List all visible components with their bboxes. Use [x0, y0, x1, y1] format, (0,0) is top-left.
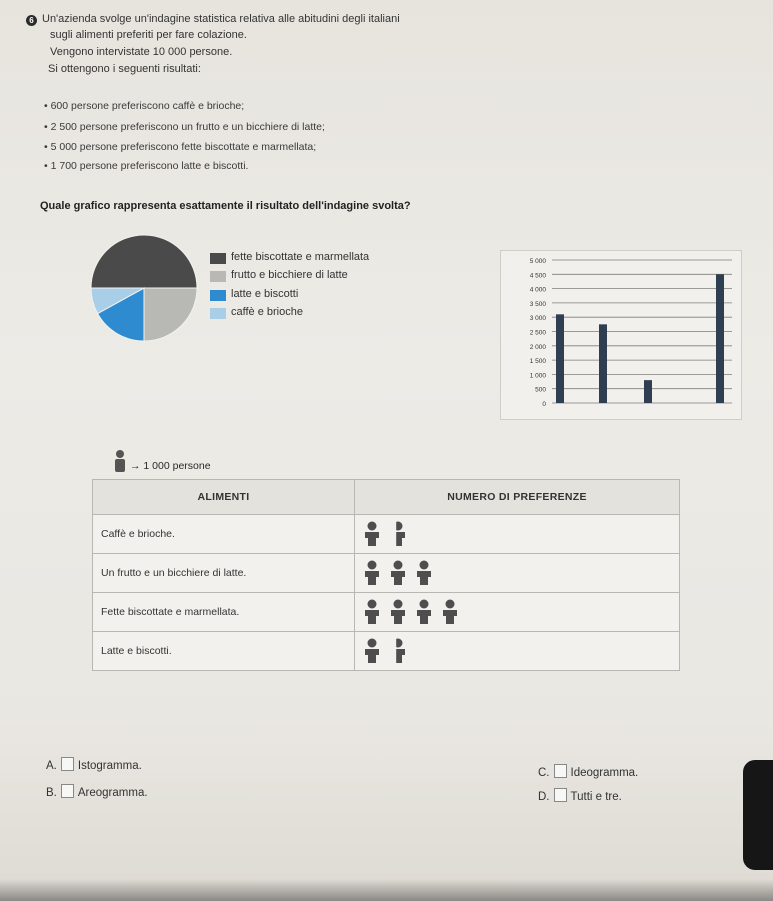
person-icon — [441, 599, 459, 625]
table-row — [93, 515, 680, 554]
option-b-letter: B. — [46, 787, 57, 799]
legend-swatch — [210, 253, 226, 264]
food-cell: Latte e biscotti. — [93, 632, 355, 671]
person-icon — [363, 638, 381, 664]
food-cell: Un frutto e un bicchiere di latte. — [93, 554, 355, 593]
food-cell: Caffè e brioche. — [93, 515, 355, 554]
preference-cell — [355, 632, 680, 671]
option-d-checkbox[interactable] — [554, 788, 567, 802]
intro-line-1: Un'azienda svolge un'indagine statistica relativa alle abitudini degli italiani — [42, 13, 400, 25]
table-row — [93, 554, 680, 593]
y-tick-label: 0 — [542, 401, 546, 408]
option-b[interactable] — [46, 784, 148, 799]
option-d[interactable] — [538, 788, 622, 803]
table-row — [93, 632, 680, 671]
option-a-label: Istogramma. — [77, 760, 142, 772]
bar — [599, 324, 607, 403]
question-text: Quale grafico rappresenta esattamente il risultato dell'indagine svolta? — [40, 200, 411, 212]
bar — [716, 274, 724, 403]
pie-slice — [144, 288, 197, 341]
y-tick-label: 4 500 — [529, 272, 546, 280]
result-item: • 600 persone preferiscono caffè e brioche; — [44, 100, 245, 112]
bar — [556, 314, 564, 403]
exercise-number: 6 — [26, 15, 37, 26]
person-icon — [389, 521, 407, 547]
pie-chart — [88, 232, 200, 344]
option-c-label: Ideogramma. — [570, 767, 639, 779]
preference-cell — [355, 554, 680, 593]
option-c-checkbox[interactable] — [554, 764, 567, 778]
legend-swatch — [210, 271, 226, 282]
legend-label: caffè e brioche — [231, 306, 303, 318]
person-icon — [415, 560, 433, 586]
preference-cell — [355, 593, 680, 632]
intro-line-4: Si ottengono i seguenti risultati: — [48, 63, 201, 75]
legend-swatch — [210, 290, 226, 301]
option-c[interactable] — [538, 764, 638, 779]
option-a-letter: A. — [46, 760, 57, 772]
legend-swatch — [210, 308, 226, 319]
y-tick-label: 500 — [535, 386, 546, 394]
y-tick-label: 3 000 — [529, 315, 546, 323]
legend-label: frutto e bicchiere di latte — [231, 269, 348, 281]
bar-chart — [500, 250, 740, 418]
result-item: • 1 700 persone preferiscono latte e biscotti. — [44, 160, 249, 172]
column-header-food: ALIMENTI — [93, 480, 355, 515]
page-bottom-shadow — [0, 879, 773, 901]
option-d-letter: D. — [538, 791, 550, 803]
person-icon — [112, 449, 128, 473]
result-item: • 5 000 persone preferiscono fette biscottate e marmellata; — [44, 141, 317, 153]
y-tick-label: 2 500 — [529, 329, 546, 337]
person-icon — [415, 599, 433, 625]
person-icon — [363, 521, 381, 547]
pictogram-key: → 1 000 persone — [130, 460, 211, 472]
y-tick-label: 3 500 — [529, 300, 546, 308]
option-a[interactable] — [46, 757, 142, 772]
pictogram-table — [92, 479, 680, 671]
intro-line-3: Vengono intervistate 10 000 persone. — [50, 46, 233, 58]
person-icon — [389, 638, 407, 664]
food-cell: Fette biscottate e marmellata. — [93, 593, 355, 632]
person-icon — [389, 599, 407, 625]
option-b-checkbox[interactable] — [61, 784, 74, 798]
y-tick-label: 1 000 — [529, 372, 546, 380]
person-icon — [363, 560, 381, 586]
option-c-letter: C. — [538, 767, 550, 779]
pie-slice — [91, 235, 197, 288]
option-b-label: Areogramma. — [77, 787, 148, 799]
legend-label: fette biscottate e marmellata — [231, 251, 370, 263]
person-icon — [363, 599, 381, 625]
preference-cell — [355, 515, 680, 554]
column-header-preferences: NUMERO DI PREFERENZE — [355, 480, 680, 515]
result-item: • 2 500 persone preferiscono un frutto e un bicchiere di latte; — [44, 121, 325, 133]
y-tick-label: 2 000 — [529, 343, 546, 351]
table-row — [93, 593, 680, 632]
legend-label: latte e biscotti — [231, 288, 299, 300]
option-d-label: Tutti e tre. — [570, 791, 622, 803]
page-edge-shadow — [743, 760, 773, 870]
bar — [644, 380, 652, 403]
y-tick-label: 5 000 — [529, 258, 546, 265]
y-tick-label: 4 000 — [529, 286, 546, 294]
intro-line-2: sugli alimenti preferiti per fare colazione. — [50, 29, 247, 41]
y-tick-label: 1 500 — [529, 358, 546, 366]
person-icon — [389, 560, 407, 586]
option-a-checkbox[interactable] — [61, 757, 74, 771]
